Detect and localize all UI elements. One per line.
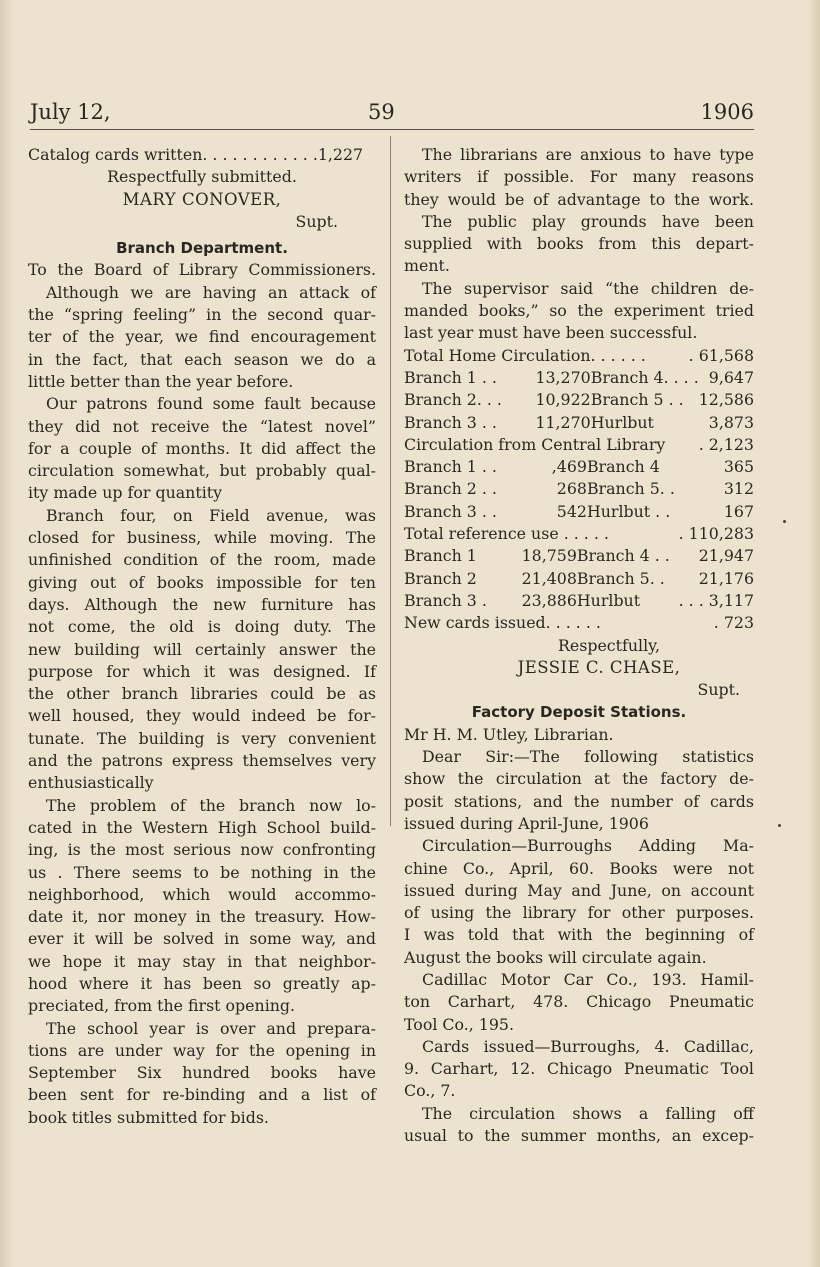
- table-cell: 21,947: [698, 546, 754, 566]
- body-line: for a couple of months. It did affect the: [28, 438, 376, 458]
- table-cell: 12,586: [698, 390, 754, 410]
- body-line: chine Co., April, 60. Books were not: [404, 858, 754, 878]
- respectfully-submitted: Respectfully submitted.: [107, 167, 297, 187]
- body-line: they would be of advantage to the work.: [404, 189, 754, 209]
- body-line: preciated, from the first opening.: [28, 996, 296, 1016]
- central-circulation-table: [404, 456, 754, 523]
- table-cell: 13,270: [535, 367, 591, 387]
- section-heading-branch: Branch Department.: [116, 239, 288, 258]
- page-edge-right: [808, 0, 820, 1267]
- table-row: [404, 568, 754, 590]
- signature-mary-conover: MARY CONOVER,: [122, 189, 282, 209]
- body-line: The circulation shows a falling off: [422, 1103, 754, 1123]
- body-line: Although we are having an attack of: [46, 282, 376, 302]
- body-line: ing, is the most serious now confronting: [28, 840, 376, 860]
- total-home-value: . 61,568: [688, 345, 754, 365]
- body-line: hood where it has been so greatly ap-: [28, 973, 376, 993]
- table-cell: 167: [723, 501, 754, 521]
- left-body-text: [28, 259, 376, 1129]
- table-cell: 11,270: [535, 412, 591, 432]
- body-line: issued during April-June, 1906: [404, 813, 649, 833]
- body-line: To the Board of Library Commissioners.: [28, 260, 376, 280]
- body-line: tions are under way for the opening in: [28, 1040, 376, 1060]
- left-column: [28, 144, 376, 1129]
- table-cell: Branch 3 . .: [404, 501, 497, 521]
- body-line: we hope it may stay in that neighbor-: [28, 951, 376, 971]
- total-reference-value: . 110,283: [678, 524, 754, 544]
- body-line: ever it will be solved in some way, and: [28, 929, 376, 949]
- new-cards-label: New cards issued. . . . . .: [404, 613, 601, 633]
- table-row: [404, 501, 754, 523]
- table-row: [404, 478, 754, 500]
- body-line: The public play grounds have been: [422, 211, 754, 231]
- table-cell: Branch 1: [404, 546, 477, 566]
- table-cell: Branch 4 . .: [576, 546, 670, 566]
- body-line: ton Carhart, 478. Chicago Pneumatic: [404, 992, 754, 1012]
- body-line: of using the library for other purposes.: [404, 903, 754, 923]
- body-line: ity made up for quantity: [28, 483, 223, 503]
- body-line: Cadillac Motor Car Co., 193. Hamil-: [422, 969, 754, 989]
- body-line: days. Although the new furniture has: [28, 594, 376, 614]
- total-home-label: Total Home Circulation. . . . . .: [404, 345, 646, 365]
- total-reference-use: [404, 523, 754, 545]
- signature-title: Supt.: [295, 211, 338, 231]
- central-library-circulation: [404, 434, 754, 456]
- body-line: Cards issued—Burroughs, 4. Cadillac,: [422, 1036, 754, 1056]
- body-line: circulation somewhat, but probably qual-: [28, 461, 376, 481]
- table-cell: Branch 3 .: [404, 590, 487, 610]
- page-header: [30, 100, 754, 136]
- body-line: ter of the year, we find encouragement: [28, 327, 376, 347]
- column-divider: [390, 136, 391, 826]
- body-line: September Six hundred books have: [28, 1063, 376, 1083]
- table-cell: Branch 2: [404, 568, 477, 588]
- ink-speck: [783, 520, 786, 523]
- body-line: they did not receive the “latest novel”: [28, 416, 376, 436]
- table-cell: Branch 5 . .: [590, 390, 684, 410]
- body-line: show the circulation at the factory de-: [404, 769, 754, 789]
- table-row: [404, 389, 754, 411]
- page-edge-left: [0, 0, 14, 1267]
- table-cell: Hurlbut . .: [586, 501, 671, 521]
- table-cell: 268: [556, 479, 587, 499]
- body-line: I was told that with the beginning of: [404, 925, 754, 945]
- table-row: [404, 456, 754, 478]
- table-cell: 21,176: [698, 568, 754, 588]
- body-line: Circulation—Burroughs Adding Ma-: [422, 836, 754, 856]
- table-cell: Branch 1 . .: [404, 367, 497, 387]
- body-line: issued during May and June, on account: [404, 880, 754, 900]
- body-line: date it, nor money in the treasury. How-: [28, 907, 376, 927]
- table-row: [404, 590, 754, 612]
- body-line: purpose for which it was designed. If: [28, 661, 376, 681]
- body-line: The librarians are anxious to have type: [422, 145, 754, 164]
- body-line: not come, the old is doing duty. The: [28, 617, 376, 637]
- table-cell: Branch 4: [586, 457, 660, 477]
- catalog-cards-line: Catalog cards written. . . . . . . . . . . .1,227: [28, 145, 364, 164]
- new-cards-issued: [404, 612, 754, 634]
- header-rule: [30, 129, 754, 130]
- body-line: unfinished condition of the room, made: [28, 550, 376, 570]
- body-line: cated in the Western High School build-: [28, 817, 376, 837]
- table-row: [404, 412, 754, 434]
- right-column: [404, 144, 754, 1147]
- body-line: writers if possible. For many reasons: [404, 167, 754, 187]
- total-home-circulation: [404, 345, 754, 367]
- body-line: the “spring feeling” in the second quar-: [28, 305, 376, 325]
- section-heading-factory: Factory Deposit Stations.: [471, 703, 687, 722]
- table-cell: 21,408: [521, 568, 577, 588]
- body-line: neighborhood, which would accommo-: [28, 884, 376, 904]
- table-cell: Hurlbut: [576, 590, 641, 610]
- body-line: The supervisor said “the children de-: [422, 278, 754, 298]
- body-line: well housed, they would indeed be for-: [28, 706, 376, 726]
- body-line: The school year is over and prepara-: [46, 1018, 376, 1038]
- table-cell: . . . 3,117: [678, 590, 754, 610]
- central-value: . 2,123: [698, 434, 754, 454]
- signature-jessie-chase: JESSIE C. CHASE,: [517, 657, 681, 677]
- table-cell: Branch 1 . .: [404, 457, 497, 477]
- header-year: 1906: [700, 100, 754, 124]
- table-cell: Branch 4. . . .: [590, 367, 699, 387]
- table-row: [404, 367, 754, 389]
- table-cell: Branch 5. .: [576, 568, 665, 588]
- body-line: Branch four, on Field avenue, was: [46, 505, 376, 525]
- body-line: little better than the year before.: [28, 371, 294, 391]
- body-line: manded books,” so the experiment tried: [404, 301, 754, 321]
- body-line: August the books will circulate again.: [404, 947, 707, 967]
- table-cell: 312: [723, 479, 754, 499]
- table-cell: 23,886: [521, 590, 577, 610]
- body-line: ment.: [404, 256, 450, 276]
- table-cell: 18,759: [521, 546, 577, 566]
- body-line: been sent for re-binding and a list of: [28, 1085, 376, 1105]
- body-line: Co., 7.: [404, 1081, 456, 1101]
- table-cell: Branch 5. .: [586, 479, 675, 499]
- ink-speck: [778, 824, 781, 827]
- body-line: supplied with books from this depart-: [404, 234, 754, 254]
- body-line: closed for business, while moving. The: [28, 528, 376, 548]
- body-line: posit stations, and the number of cards: [404, 791, 754, 811]
- header-date: July 12,: [30, 100, 111, 124]
- body-line: last year must have been successful.: [404, 323, 698, 343]
- signature-title: Supt.: [697, 680, 740, 700]
- body-line: usual to the summer months, an excep-: [404, 1126, 754, 1146]
- table-cell: 542: [556, 501, 587, 521]
- central-label: Circulation from Central Library: [404, 434, 666, 454]
- table-cell: 10,922: [535, 390, 591, 410]
- new-cards-value: . 723: [713, 613, 754, 633]
- table-cell: Branch 3 . .: [404, 412, 497, 432]
- reference-use-table: [404, 545, 754, 612]
- page-number: 59: [368, 100, 395, 124]
- body-line: Our patrons found some fault because: [46, 394, 376, 414]
- respectfully: Respectfully,: [558, 635, 660, 655]
- table-cell: 3,873: [708, 412, 754, 432]
- table-cell: Branch 2 . .: [404, 479, 497, 499]
- body-line: us . There seems to be nothing in the: [28, 862, 376, 882]
- body-line: tunate. The building is very convenient: [28, 728, 376, 748]
- table-cell: Branch 2. . .: [404, 390, 502, 410]
- body-line: 9. Carhart, 12. Chicago Pneumatic Tool: [404, 1059, 754, 1079]
- body-line: Tool Co., 195.: [404, 1014, 514, 1034]
- body-line: the other branch libraries could be as: [28, 684, 376, 704]
- body-line: and the patrons express themselves very: [28, 751, 376, 771]
- body-line: new building will certainly answer the: [28, 639, 376, 659]
- body-line: enthusiastically: [28, 773, 154, 793]
- table-cell: 365: [723, 457, 754, 477]
- body-line: Mr H. M. Utley, Librarian.: [404, 724, 614, 744]
- body-line: in the fact, that each season we do a: [28, 349, 376, 369]
- total-reference-label: Total reference use . . . . .: [404, 524, 609, 544]
- home-circulation-table: [404, 367, 754, 434]
- table-cell: ,469: [551, 457, 587, 477]
- body-line: giving out of books impossible for ten: [28, 572, 376, 592]
- table-cell: Hurlbut: [590, 412, 654, 432]
- body-line: The problem of the branch now lo-: [46, 795, 376, 815]
- table-row: [404, 545, 754, 567]
- body-line: Dear Sir:—The following statistics: [422, 747, 754, 767]
- body-line: book titles submitted for bids.: [28, 1107, 269, 1127]
- table-cell: 9,647: [708, 367, 754, 387]
